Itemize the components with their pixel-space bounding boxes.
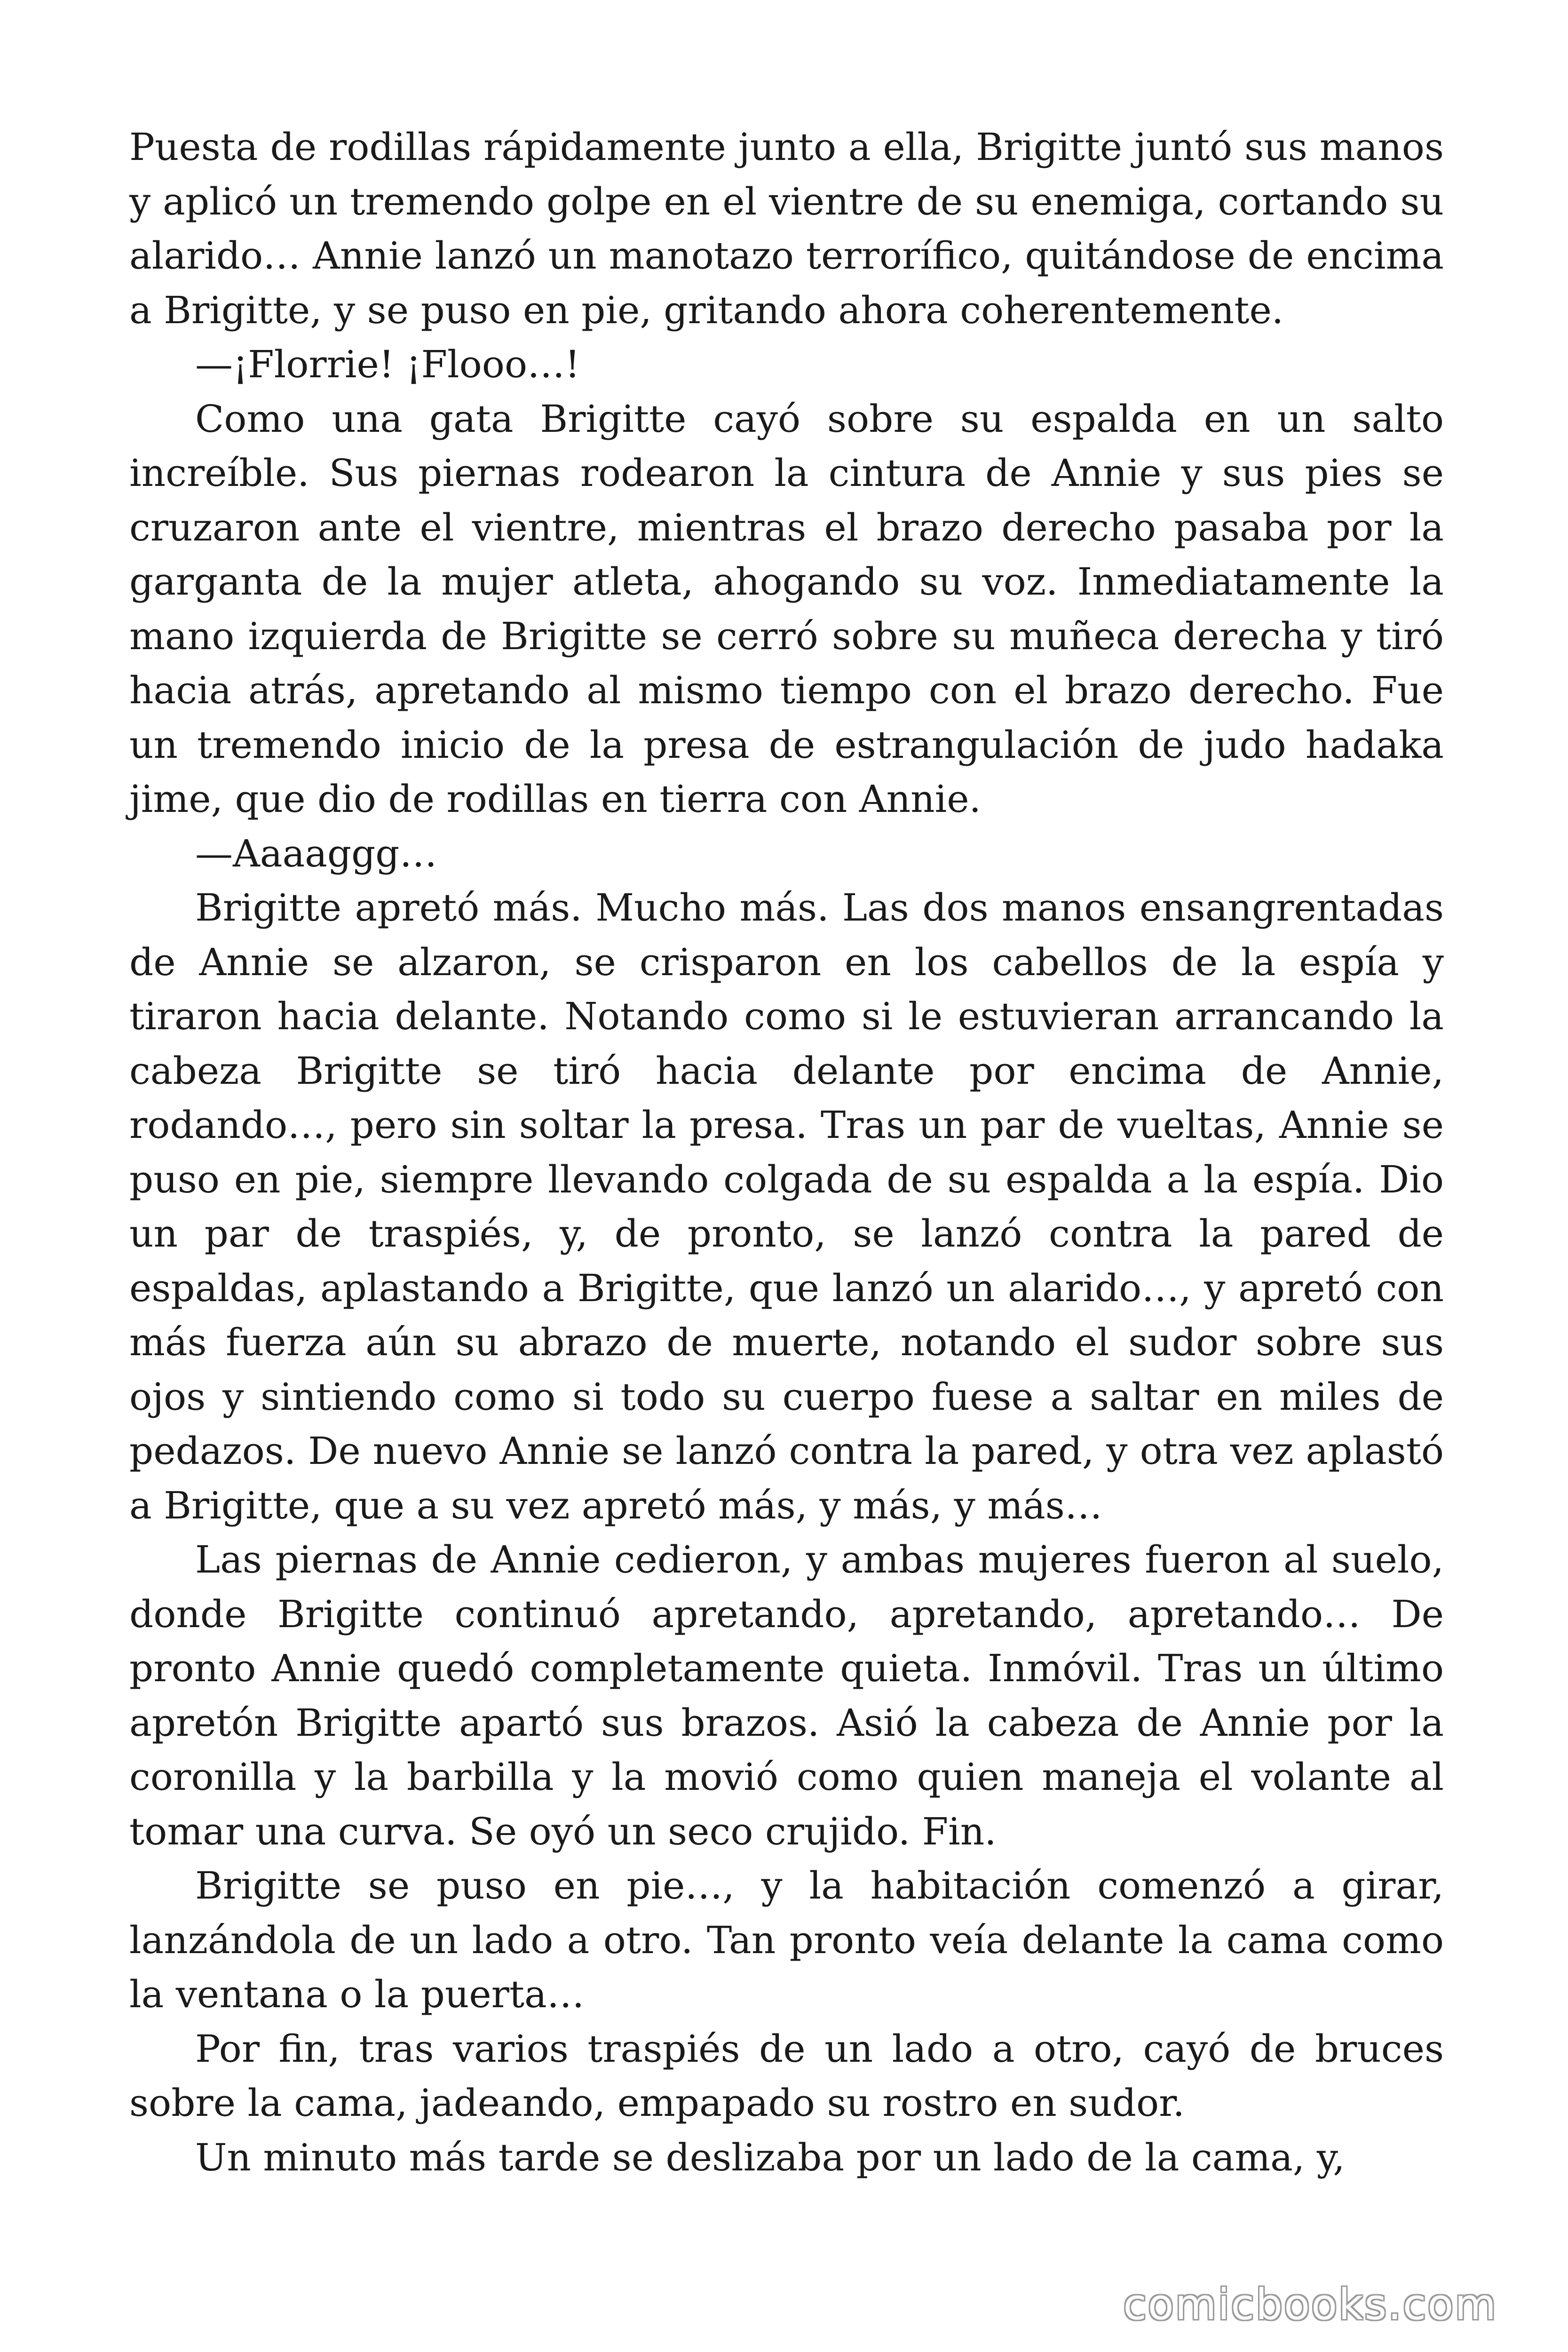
paragraph-3: Como una gata Brigitte cayó sobre su espalda en un salto increíble. Sus piernas rodearon la cintura de Annie y sus pies se cruzaron ante el vientre, mientras el brazo derecho pasaba por la garganta de la mujer atleta, ahogando su voz. Inmediatamente la mano izquierda de Brigitte se cerró sobre su muñeca derecha y tiró hacia atrás, apretando al mismo tiempo con el brazo derecho. Fue un tremendo inicio de la presa de estrangulación de judo hadaka jime, que dio de rodillas en tierra con Annie.: [129, 397, 1444, 821]
paragraph-2-dialogue: —¡Florrie! ¡Flooo…!: [195, 342, 580, 386]
paragraph-6: Las piernas de Annie cedieron, y ambas mujeres fueron al suelo, donde Brigitte continuó apretando, apretando, apretando… De pronto Annie quedó completamente quieta. Inmóvil. Tras un último apretón Brigitte apartó sus brazos. Asió la cabeza de Annie por la coronilla y la barbilla y la movió como quien maneja el volante al tomar una curva. Se oyó un seco crujido. Fin.: [129, 1538, 1444, 1853]
paragraph-8: Por fin, tras varios traspiés de un lado a otro, cayó de bruces sobre la cama, jadeando, empapado su rostro en sudor.: [129, 2026, 1444, 2125]
paragraph-1: Puesta de rodillas rápidamente junto a ella, Brigitte juntó sus manos y aplicó un tremendo golpe en el vientre de su enemiga, cortando su alarido… Annie lanzó un manotazo terrorífico, quitándose de encima a Brigitte, y se puso en pie, gritando ahora coherentemente.: [129, 125, 1444, 332]
paragraph-4-dialogue: —Aaaaggg…: [195, 831, 437, 875]
paragraph-5: Brigitte apretó más. Mucho más. Las dos manos ensangrentadas de Annie se alzaron, se crisparon en los cabellos de la espía y tiraron hacia delante. Notando como si le estuvieran arrancando la cabeza Brigitte se tiró hacia delante por encima de Annie, rodando…, pero sin soltar la presa. Tras un par de vueltas, Annie se puso en pie, siempre llevando colgada de su espalda a la espía. Dio un par de traspiés, y, de pronto, se lanzó contra la pared de espaldas, aplastando a Brigitte, que lanzó un alarido…, y apretó con más fuerza aún su abrazo de muerte, notando el sudor sobre sus ojos y sintiendo como si todo su cuerpo fuese a saltar en miles de pedazos. De nuevo Annie se lanzó contra la pared, y otra vez aplastó a Brigitte, que a su vez apretó más, y más, y más…: [129, 886, 1444, 1527]
paragraph-9: Un minuto más tarde se deslizaba por un lado de la cama, y,: [195, 2135, 1345, 2179]
body-text: [129, 120, 1444, 2185]
watermark-logo: comicbooks.com: [1123, 2280, 1497, 2329]
paragraph-7: Brigitte se puso en pie…, y la habitación comenzó a girar, lanzándola de un lado a otro. Tan pronto veía delante la cama como la ventana o la puerta…: [129, 1864, 1444, 2016]
